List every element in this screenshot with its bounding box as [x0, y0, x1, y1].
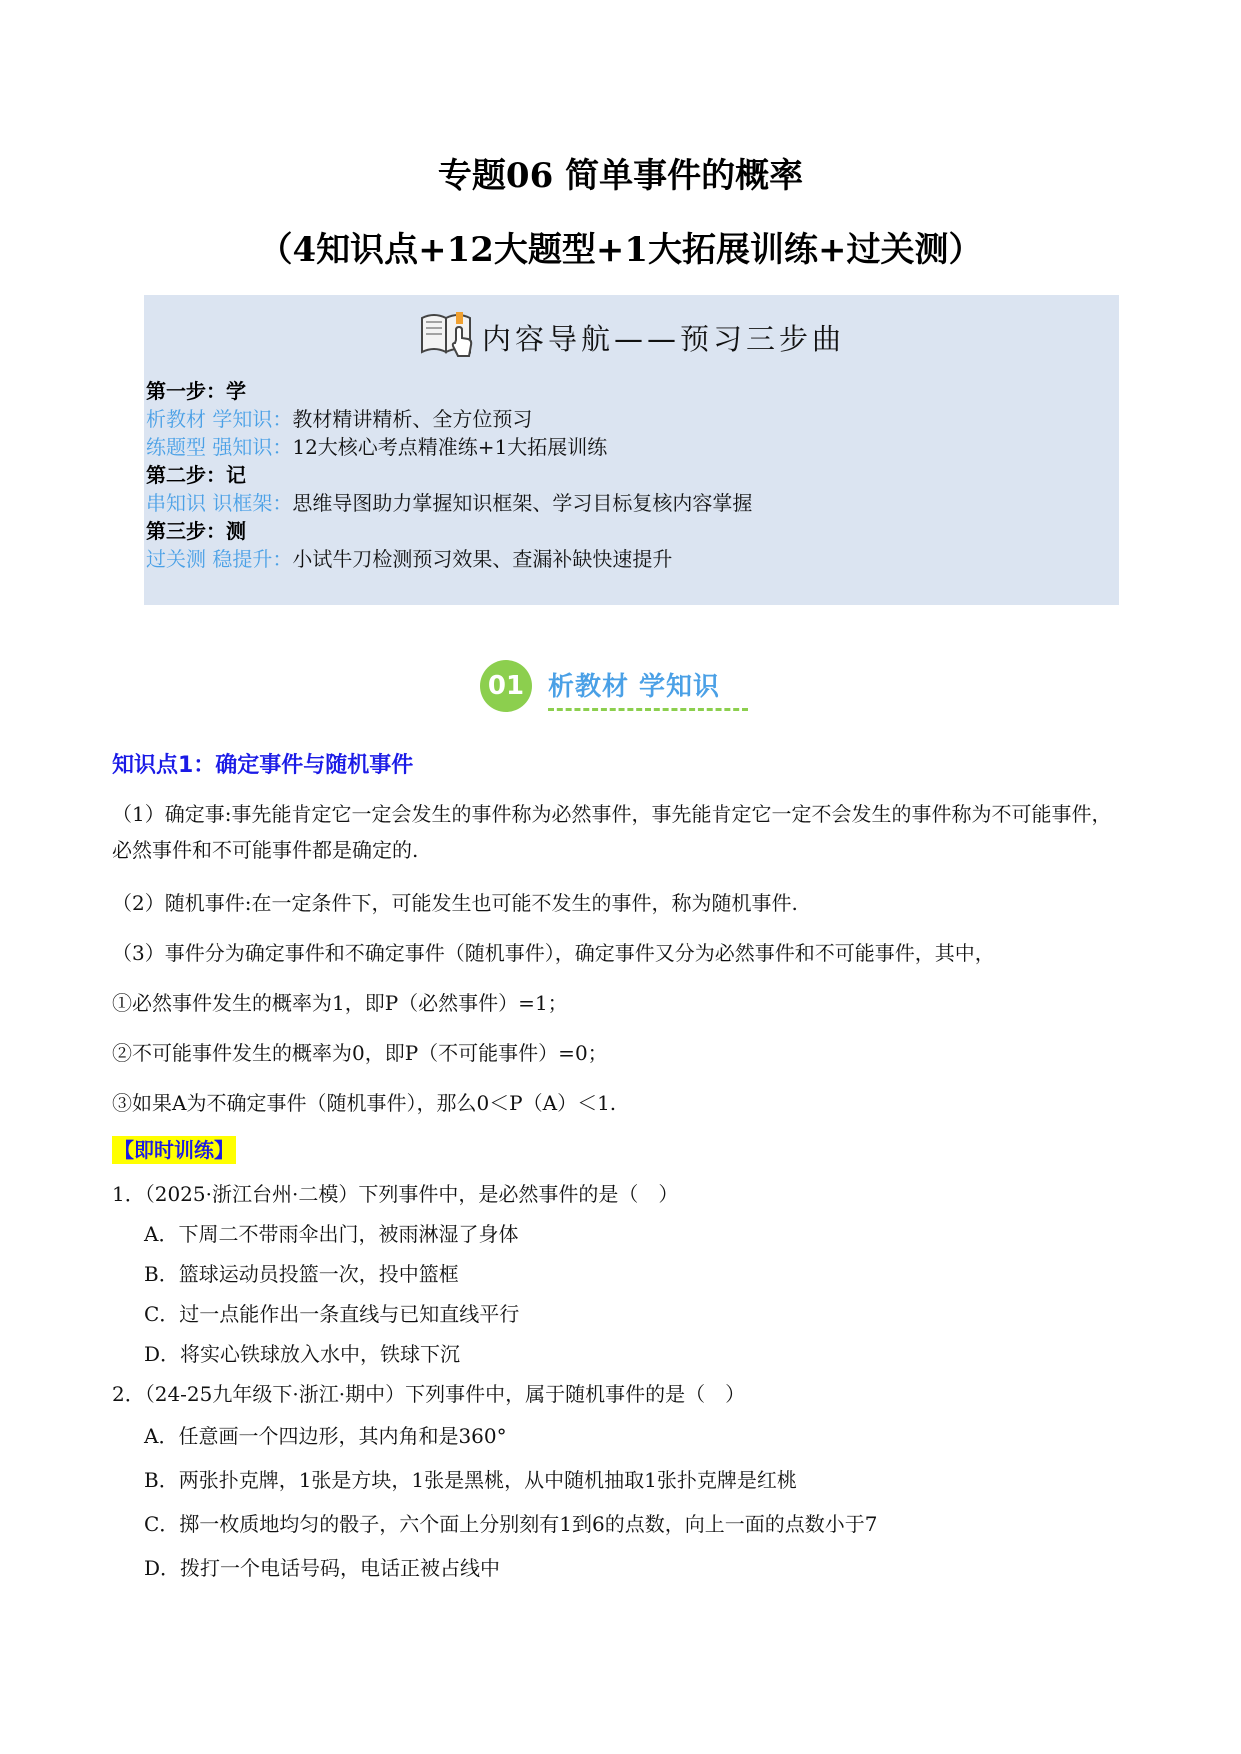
question-2-option-a: A．任意画一个四边形，其内角和是360°: [144, 1424, 507, 1448]
question-2-option-d: D．拨打一个电话号码，电话正被占线中: [144, 1556, 501, 1580]
step-1-item-1: 析教材 学知识：教材精讲精析、全方位预习: [146, 407, 533, 431]
section-badge: [480, 660, 760, 716]
question-2-option-c: C．掷一枚质地均匀的骰子，六个面上分别刻有1到6的点数，向上一面的点数小于7: [144, 1512, 878, 1536]
question-1-option-c: C．过一点能作出一条直线与已知直线平行: [144, 1302, 520, 1326]
question-2-stem: 2．（24-25九年级下·浙江·期中）下列事件中，属于随机事件的是（ ）: [112, 1382, 746, 1406]
step-3-item-1: 过关测 稳提升：小试牛刀检测预习效果、查漏补缺快速提升: [146, 547, 673, 571]
kp-paragraph-2: （2）随机事件:在一定条件下，可能发生也可能不发生的事件，称为随机事件.: [112, 891, 798, 915]
nav-header: [144, 307, 1119, 367]
content-navigation-box: [144, 295, 1119, 605]
nav-header-text: 内容导航——预习三步曲: [481, 321, 845, 356]
question-1-option-b: B．篮球运动员投篮一次，投中篮框: [144, 1262, 459, 1286]
question-1-option-d: D．将实心铁球放入水中，铁球下沉: [144, 1342, 461, 1366]
step-1-item-2: 练题型 强知识：12大核心考点精准练+1大拓展训练: [146, 435, 608, 459]
kp-paragraph-4: ①必然事件发生的概率为1，即P（必然事件）=1；: [112, 991, 568, 1015]
step-3-title: 第三步：测: [146, 519, 246, 543]
question-1-stem: 1．（2025·浙江台州·二模）下列事件中，是必然事件的是（ ）: [112, 1182, 679, 1206]
step-1-title: 第一步：学: [146, 379, 246, 403]
question-1-option-a: A．下周二不带雨伞出门，被雨淋湿了身体: [144, 1222, 519, 1246]
training-tag: 【即时训练】: [114, 1138, 234, 1162]
section-number: 01: [480, 660, 532, 712]
kp-paragraph-6: ③如果A为不确定事件（随机事件），那么0＜P（A）＜1.: [112, 1091, 617, 1115]
kp-paragraph-5: ②不可能事件发生的概率为0，即P（不可能事件）=0；: [112, 1041, 608, 1065]
section-underline: [548, 708, 748, 711]
kp-paragraph-3: （3）事件分为确定事件和不确定事件（随机事件），确定事件又分为必然事件和不可能事件，其中，: [112, 941, 995, 965]
step-2-title: 第二步：记: [146, 463, 246, 487]
section-label: 析教材 学知识: [548, 672, 721, 702]
kp-paragraph-1: （1）确定事:事先能肯定它一定会发生的事件称为必然事件，事先能肯定它一定不会发生的事件称为不可能事件，必然事件和不可能事件都是确定的.: [112, 802, 1112, 862]
page-title: 专题06 简单事件的概率: [437, 156, 804, 196]
book-pointer-icon: [418, 308, 476, 366]
question-2-option-b: B．两张扑克牌，1张是方块，1张是黑桃，从中随机抽取1张扑克牌是红桃: [144, 1468, 797, 1492]
step-2-item-1: 串知识 识框架：思维导图助力掌握知识框架、学习目标复核内容掌握: [146, 491, 753, 515]
knowledge-point-title: 知识点1：确定事件与随机事件: [112, 753, 414, 778]
page-subtitle: （4知识点+12大题型+1大拓展训练+过关测）: [258, 230, 983, 270]
